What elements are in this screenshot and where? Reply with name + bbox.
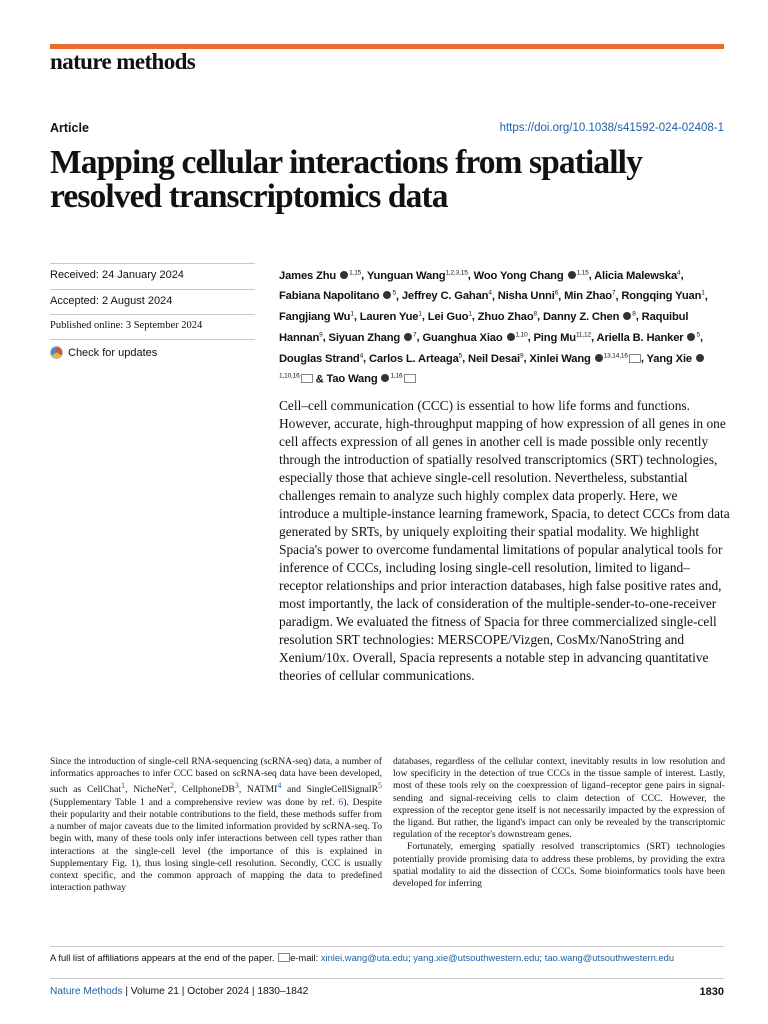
abstract: Cell–cell communication (CCC) is essential to how life forms and functions. However, accurate, high-throughput mapping of how expression of all genes in one cell affects expression of all genes in another cell is made possible only recently through the introduction of spatially resolved transcriptomics (SRT) technologies, especially those that achieve single-cell resolution. Nevertheless, substantial challenges remain to analyze such highly complex data properly. Here, we introduce a multiple-instance learning framework, Spacia, to detect CCCs from data generated by SRTs, by uniquely exploiting their spatial modality. We highlight Spacia's power to overcome fundamental limitations of popular analytical tools for inference of CCCs, including losing single-cell resolution, limited to ligand–receptor relationships and prior interaction databases, high false positive rates and, most importantly, the lack of consideration of the multiple-sender-to-one-receiver paradigm. We evaluated the fitness of Spacia for three commercialized single-cell resolution SRT technologies: MERSCOPE/Vizgen, CosMx/NanoString and Xenium/10x. Overall, Spacia represents a notable step in advancing quantitative theories of cellular communications. (279, 398, 730, 683)
author-name: Nisha Unni (497, 290, 555, 303)
text: , NATMI (238, 784, 278, 796)
paragraph (50, 756, 382, 894)
email-link[interactable]: xinlei.wang@uta.edu (320, 952, 409, 963)
footer-pages: 1830–1842 (257, 986, 309, 997)
author-name: Ariella B. Hanker (596, 331, 684, 344)
author[interactable] (369, 353, 462, 365)
affiliation-sup: 1,16 (390, 372, 403, 380)
author-name: Yunguan Wang (366, 269, 446, 282)
check-for-updates-icon (50, 346, 63, 359)
divider (50, 263, 255, 264)
affiliation-sup: 1 (468, 310, 472, 318)
affiliation-sup: 4 (359, 351, 364, 359)
email-link[interactable]: yang.xie@utsouthwestern.edu (413, 952, 540, 963)
author-list: James Zhu $^{1,15}$, Yunguan Wang$^{1,2,3,15}$, Woo Yong Chang $^{1,15}$, Alicia Malewska$^4$, Fabiana Napolitano $^5$, Jeffrey C. Gahan$^4$, Nisha Unni$^6$, Min Zhao$^7$, Rongqing Yuan$^1$, Fangjiang Wu$^1$, Lauren Yue$^1$, Lei Guo$^1$, Zhuo Zhao$^8$, Danny Z. Chen $^8$, Raquibul Hannan$^9$, Siyuan Zhang $^7$, Guanghua Xiao $^{1,10}$, Ping Mu$^{11,12}$, Ariella B. Hanker $^5$, Douglas Strand$^4$, Carlos L. Arteaga$^5$, Neil Desai$^9$, Xinlei Wang $^{13,14,16}$ , Yang Xie $^{1,10,16}$ & Tao Wang $^{1,16}$ (279, 269, 708, 386)
author[interactable] (534, 332, 592, 344)
author-name: Woo Yong Chang (473, 269, 564, 282)
author-name: Guanghua Xiao (422, 331, 503, 344)
received-date: Received: 24 January 2024 (50, 269, 184, 281)
ref-link[interactable]: 6 (338, 796, 344, 808)
text: ). Despite their popularity and their notable contributions to the field, these methods suffer from a number of major caveats due to the limited information provided by scRNA-seq. To begin with, many of these tools only infer interactions between cell types rather than interactions at the single-cell level (the importance of this is explained in Supplementary Fig. 1), thus losing single-cell resolution. Secondly, CCC is usually context specific, and the common approach of mapping the data to predefined interaction pathway (50, 796, 382, 894)
author[interactable] (597, 332, 700, 344)
divider (50, 289, 255, 290)
author[interactable] (498, 290, 558, 302)
ref-link[interactable]: 1 (121, 781, 126, 791)
author-name: Zhuo Zhao (477, 311, 534, 324)
author[interactable] (327, 373, 416, 385)
author-separator: & (315, 373, 327, 386)
footer-journal-name[interactable]: Nature Methods (50, 986, 123, 997)
author-name: Xinlei Wang (529, 352, 591, 365)
footer-volume: Volume 21 (130, 986, 179, 997)
author-name: Raquibul Hannan (279, 311, 689, 344)
orcid-icon[interactable] (340, 271, 348, 279)
author[interactable] (428, 311, 472, 323)
affiliation-sup: 8 (632, 310, 636, 318)
author[interactable] (367, 270, 468, 282)
affiliation-sup: 11,12 (575, 331, 591, 339)
affiliation-sup: 7 (413, 331, 417, 339)
author-name: Jeffrey C. Gahan (401, 290, 489, 303)
text: , CellphoneDB (173, 784, 235, 796)
affiliation-sup: 7 (611, 289, 616, 297)
author[interactable] (529, 353, 640, 365)
author[interactable] (279, 290, 396, 302)
affiliation-sup: 5 (696, 331, 700, 339)
affiliation-sup: 1 (350, 310, 354, 318)
affiliation-sup: 6 (554, 289, 559, 297)
author-name: Lei Guo (427, 311, 469, 324)
author[interactable] (621, 290, 704, 302)
author[interactable] (279, 270, 361, 282)
divider (50, 314, 255, 315)
body-column-left (50, 756, 382, 894)
page-footer: Nature Methods | Volume 21 | October 2024 | 1830–1842 (50, 986, 309, 997)
ref-link[interactable]: 2 (169, 781, 174, 791)
check-for-updates-button[interactable] (50, 346, 157, 359)
journal-logo: nature methods (50, 49, 196, 74)
affiliation-sup: 5 (458, 351, 463, 359)
author-name: Carlos L. Arteaga (368, 352, 459, 365)
affiliation-sup: 5 (392, 289, 396, 297)
author-name: Fabiana Napolitano (279, 290, 380, 303)
text: and SingleCellSignalR (281, 784, 378, 796)
email-link[interactable]: tao.wang@utsouthwestern.edu (544, 952, 675, 963)
divider (50, 978, 724, 979)
ref-link[interactable]: 4 (277, 781, 282, 791)
author[interactable] (329, 332, 417, 344)
mail-icon[interactable] (404, 374, 416, 383)
orcid-icon[interactable] (595, 354, 603, 362)
author-name: Ping Mu (533, 331, 576, 344)
affiliation-sup: 4 (488, 289, 492, 297)
page-number: 1830 (699, 986, 724, 998)
body-column-right (393, 756, 725, 890)
affiliation-sup: 9 (319, 331, 323, 339)
ref-link[interactable]: 3 (234, 781, 239, 791)
affiliation-sup: 9 (520, 351, 524, 359)
author-name: Alicia Malewska (594, 269, 678, 282)
author[interactable] (279, 353, 363, 365)
affiliation-sup: 1,2,3,15 (445, 269, 468, 276)
ref-link[interactable]: 5 (378, 781, 382, 791)
affiliation-sup: 1,10 (515, 331, 528, 339)
text: , NicheNet (125, 784, 170, 796)
author-name: Danny Z. Chen (542, 311, 620, 324)
affiliation-sup: 13,14,16 (603, 351, 628, 359)
author[interactable] (474, 270, 589, 282)
orcid-icon[interactable] (381, 374, 389, 382)
affiliation-sup: 1,15 (349, 269, 362, 276)
author[interactable] (594, 270, 680, 282)
footnote-text: A full list of affiliations appears at the end of the paper. (50, 952, 275, 963)
author-name: Tao Wang (326, 373, 378, 386)
paragraph: Fortunately, emerging spatially resolved transcriptomics (SRT) technologies potentially provide promising data to address these problems, by providing the extra spatial modality to aid the dissection of CCCs. Some bioinformatics tools have been developed for inferring (393, 841, 725, 890)
author[interactable] (402, 290, 492, 302)
affiliation-sup: 1 (701, 289, 705, 297)
divider (50, 946, 724, 947)
author-name: Douglas Strand (279, 352, 360, 365)
article-type-label: Article (50, 121, 89, 135)
author-name: Neil Desai (468, 352, 521, 365)
author-name: Min Zhao (564, 290, 612, 303)
author[interactable] (422, 332, 527, 344)
accepted-date: Accepted: 2 August 2024 (50, 295, 173, 307)
author[interactable] (564, 290, 615, 302)
author[interactable] (543, 311, 636, 323)
orcid-icon[interactable] (687, 333, 695, 341)
article-title: Mapping cellular interactions from spatially resolved transcriptomics data (50, 144, 642, 215)
affiliation-sup: 1,15 (576, 269, 589, 276)
author-name: Fangjiang Wu (279, 311, 351, 324)
affiliation-sup: 1 (418, 310, 422, 318)
author[interactable] (360, 311, 422, 323)
orcid-icon[interactable] (568, 271, 576, 279)
author-name: Yang Xie (646, 352, 692, 365)
mail-icon (278, 953, 290, 962)
author[interactable] (478, 311, 537, 323)
affiliation-sup: 1,10,16 (279, 372, 300, 380)
affiliations-footnote: A full list of affiliations appears at the end of the paper. e-mail: xinlei.wang@uta.edu; yang.xie@utsouthwestern.edu; tao.wang@utsouthwestern.edu (50, 952, 675, 963)
author-name: Siyuan Zhang (328, 331, 401, 344)
check-for-updates-label: Check for updates (68, 346, 158, 359)
affiliation-sup: 8 (533, 310, 538, 318)
affiliation-sup: 4 (677, 269, 681, 276)
author-name: Lauren Yue (359, 311, 419, 324)
divider (50, 339, 255, 340)
orcid-icon[interactable] (696, 354, 704, 362)
author[interactable] (279, 311, 354, 323)
footer-date: October 2024 (187, 986, 249, 997)
author-name: Rongqing Yuan (621, 290, 702, 303)
text: (Supplementary Table 1 and a comprehensive review was done by ref. (50, 796, 339, 808)
text: Since the introduction of single-cell RNA-sequencing (scRNA-seq) data, a number of informatics approaches to infer CCC based on scRNA-seq data have been developed, such as CellChat (50, 756, 382, 796)
doi-link[interactable]: https://doi.org/10.1038/s41592-024-02408-1 (499, 122, 724, 134)
orcid-icon[interactable] (507, 333, 515, 341)
orcid-icon[interactable] (404, 333, 412, 341)
mail-icon[interactable] (629, 354, 641, 363)
author-name: James Zhu (279, 269, 337, 282)
orcid-icon[interactable] (383, 291, 391, 299)
author[interactable] (468, 353, 523, 365)
orcid-icon[interactable] (623, 312, 631, 320)
paragraph: databases, regardless of the cellular context, inevitably results in low resolution and low specificity in the detection of true CCCs in the tissue sample of interest. Lastly, most of these tools rely on the coexpression of ligand–receptor gene pairs in signal-sending and signal-receiving cells to claim detection of CCC. However, the expression of the receptor gene itself is not necessarily impacted by the expression of the ligand. But rather, the ligand's impact can only be revealed by the transcriptomic regulation of the receptor's downstream genes. (393, 756, 725, 841)
mail-icon[interactable] (301, 374, 313, 383)
published-online-date: Published online: 3 September 2024 (50, 320, 203, 331)
email-label: e-mail: (290, 952, 319, 963)
